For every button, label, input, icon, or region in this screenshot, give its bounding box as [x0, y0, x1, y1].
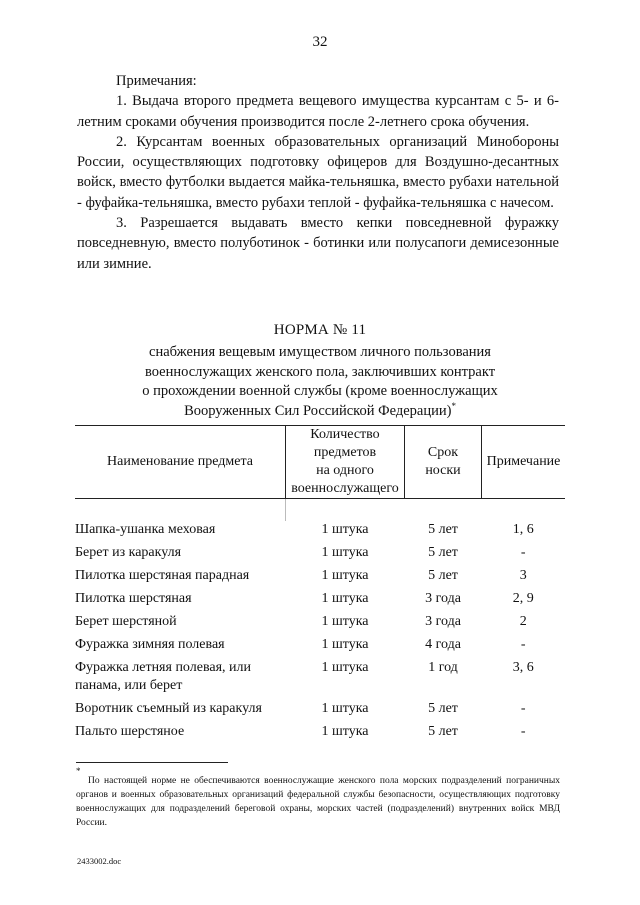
norm-subtitle: [100, 343, 540, 421]
cell-item-name: [75, 659, 286, 700]
table-row: [75, 567, 565, 590]
cell-item-name-text: Фуражка зимняя полевая: [75, 637, 225, 652]
footnote-divider: [76, 762, 228, 763]
footnote-mark: *: [76, 766, 81, 776]
cell-note: [482, 521, 566, 544]
footnote-reference: *: [451, 400, 456, 411]
cell-item-name-text: Пилотка шерстяная парадная: [75, 568, 250, 583]
cell-item-name-text: Фуражка летняя полевая, или: [75, 660, 251, 675]
header-term-line: Срок: [427, 445, 459, 460]
cell-term-text: 1 год: [428, 660, 458, 675]
cell-note: [482, 636, 566, 659]
cell-quantity: [286, 636, 405, 659]
cell-quantity: [286, 590, 405, 613]
cell-quantity-text: 1 штука: [321, 568, 369, 583]
supply-table: [75, 425, 565, 746]
note-item-1: 1. Выдача второго предмета вещевого имущества курсантам с 5- и 6-летним сроками обучения производится после 2-летнего срока обучения.: [77, 93, 559, 130]
cell-item-name-text: Шапка-ушанка меховая: [75, 522, 216, 537]
cell-term: [405, 636, 482, 659]
table-row: [75, 521, 565, 544]
cell-term-text: 3 года: [425, 614, 461, 629]
cell-note: [482, 613, 566, 636]
table-body: [75, 499, 565, 747]
header-quantity-line: военнослужащего: [291, 481, 399, 496]
cell-term: [405, 544, 482, 567]
cell-item-name-text: панама, или берет: [75, 678, 183, 693]
cell-term-text: 5 лет: [428, 545, 458, 560]
cell-note-text: -: [520, 724, 526, 739]
header-item-name: Наименование предмета: [75, 426, 286, 499]
cell-item-name: [75, 521, 286, 544]
cell-term-text: 5 лет: [428, 568, 458, 583]
cell-item-name: [75, 700, 286, 723]
cell-quantity-text: 1 штука: [321, 660, 369, 675]
cell-term: [405, 567, 482, 590]
table-spacer: [75, 499, 565, 522]
cell-note-text: -: [520, 701, 526, 716]
header-quantity-line: предметов: [313, 445, 377, 460]
cell-quantity-text: 1 штука: [321, 614, 369, 629]
cell-term: [405, 700, 482, 723]
cell-note-text: 2, 9: [512, 591, 534, 606]
cell-quantity-text: 1 штука: [321, 637, 369, 652]
cell-item-name: [75, 590, 286, 613]
page-number: 32: [312, 34, 328, 50]
note-item-2: 2. Курсантам военных образовательных организаций Минобороны России, осуществляющих подготовку офицеров для Воздушно-десантных войск, вместо футболки выдается майка-тельняшка, вместо рубахи нательной - фуфайка-тельняшка, вместо рубахи теплой - фуфайка-тельняшка с начесом.: [77, 133, 559, 211]
cell-item-name: [75, 567, 286, 590]
cell-quantity: [286, 700, 405, 723]
cell-term-text: 5 лет: [428, 724, 458, 739]
document-id: 2433002.doc: [77, 856, 122, 866]
cell-term: [405, 521, 482, 544]
cell-item-name: [75, 613, 286, 636]
cell-item-name-text: Берет шерстяной: [75, 614, 177, 629]
cell-item-name-text: Берет из каракуля: [75, 545, 182, 560]
cell-note: [482, 659, 566, 700]
note-item-3: 3. Разрешается выдавать вместо кепки повседневной фуражку повседневную, вместо полуботинок - ботинки или полусапоги демисезонные или зимние.: [77, 215, 559, 272]
cell-note: [482, 567, 566, 590]
cell-item-name-text: Пилотка шерстяная: [75, 591, 192, 606]
cell-quantity-text: 1 штука: [321, 591, 369, 606]
cell-note: [482, 590, 566, 613]
table-row: [75, 544, 565, 567]
cell-term: [405, 659, 482, 700]
cell-quantity: [286, 567, 405, 590]
cell-note-text: 3, 6: [512, 660, 534, 675]
header-term-line: носки: [425, 463, 461, 478]
cell-note-text: -: [520, 545, 526, 560]
norm-subtitle-last: Вооруженных Сил Российской Федерации): [184, 402, 452, 419]
table-row: [75, 590, 565, 613]
cell-item-name-text: Воротник съемный из каракуля: [75, 701, 262, 716]
cell-term: [405, 590, 482, 613]
table-row: [75, 636, 565, 659]
cell-term: [405, 613, 482, 636]
cell-quantity-text: 1 штука: [321, 724, 369, 739]
cell-note-text: 2: [519, 614, 527, 629]
footnote-text: По настоящей норме не обеспечиваются военнослужащие женского пола морских подразделений пограничных органов и военных образовательных организаций федеральной службы безопасности, осуществляющих подготовку военнослужащих для подразделений береговой охраны, морских частей (подразделений) внутренних войск МВД России.: [76, 776, 560, 828]
table-row: [75, 659, 565, 700]
cell-quantity: [286, 659, 405, 700]
cell-quantity-text: 1 штука: [321, 545, 369, 560]
table-row: [75, 723, 565, 746]
cell-quantity-text: 1 штука: [321, 701, 369, 716]
cell-term: [405, 723, 482, 746]
norm-subtitle-line: о прохождении военной службы (кроме военнослужащих: [142, 383, 498, 399]
cell-quantity: [286, 613, 405, 636]
cell-term-text: 4 года: [425, 637, 461, 652]
header-note: Примечание: [482, 426, 566, 499]
table-row: [75, 613, 565, 636]
norm-title: НОРМА № 11: [273, 322, 367, 338]
cell-note-text: 3: [519, 568, 527, 583]
header-quantity: [286, 426, 405, 499]
norm-subtitle-line: военнослужащих женского пола, заключивших контракт: [144, 363, 496, 380]
cell-quantity: [286, 521, 405, 544]
cell-term-text: 5 лет: [428, 701, 458, 716]
cell-term-text: 5 лет: [428, 522, 458, 537]
table-row: [75, 700, 565, 723]
cell-note-text: -: [520, 637, 526, 652]
cell-note-text: 1, 6: [512, 522, 534, 537]
notes-heading: Примечания:: [116, 73, 197, 89]
header-quantity-line: на одного: [316, 463, 374, 478]
cell-item-name: [75, 723, 286, 746]
cell-note: [482, 544, 566, 567]
cell-quantity: [286, 723, 405, 746]
cell-quantity: [286, 544, 405, 567]
cell-item-name: [75, 636, 286, 659]
header-quantity-line: Количество: [310, 427, 380, 442]
cell-term-text: 3 года: [425, 591, 461, 606]
cell-item-name: [75, 544, 286, 567]
cell-note: [482, 700, 566, 723]
norm-subtitle-line: [100, 402, 540, 422]
norm-subtitle-line: снабжения вещевым имуществом личного пользования: [149, 344, 491, 360]
table-header-row: [75, 426, 565, 499]
cell-item-name-text: Пальто шерстяное: [75, 724, 185, 739]
cell-quantity-text: 1 штука: [321, 522, 369, 537]
notes-section: [77, 71, 559, 274]
header-term: [405, 426, 482, 499]
cell-note: [482, 723, 566, 746]
